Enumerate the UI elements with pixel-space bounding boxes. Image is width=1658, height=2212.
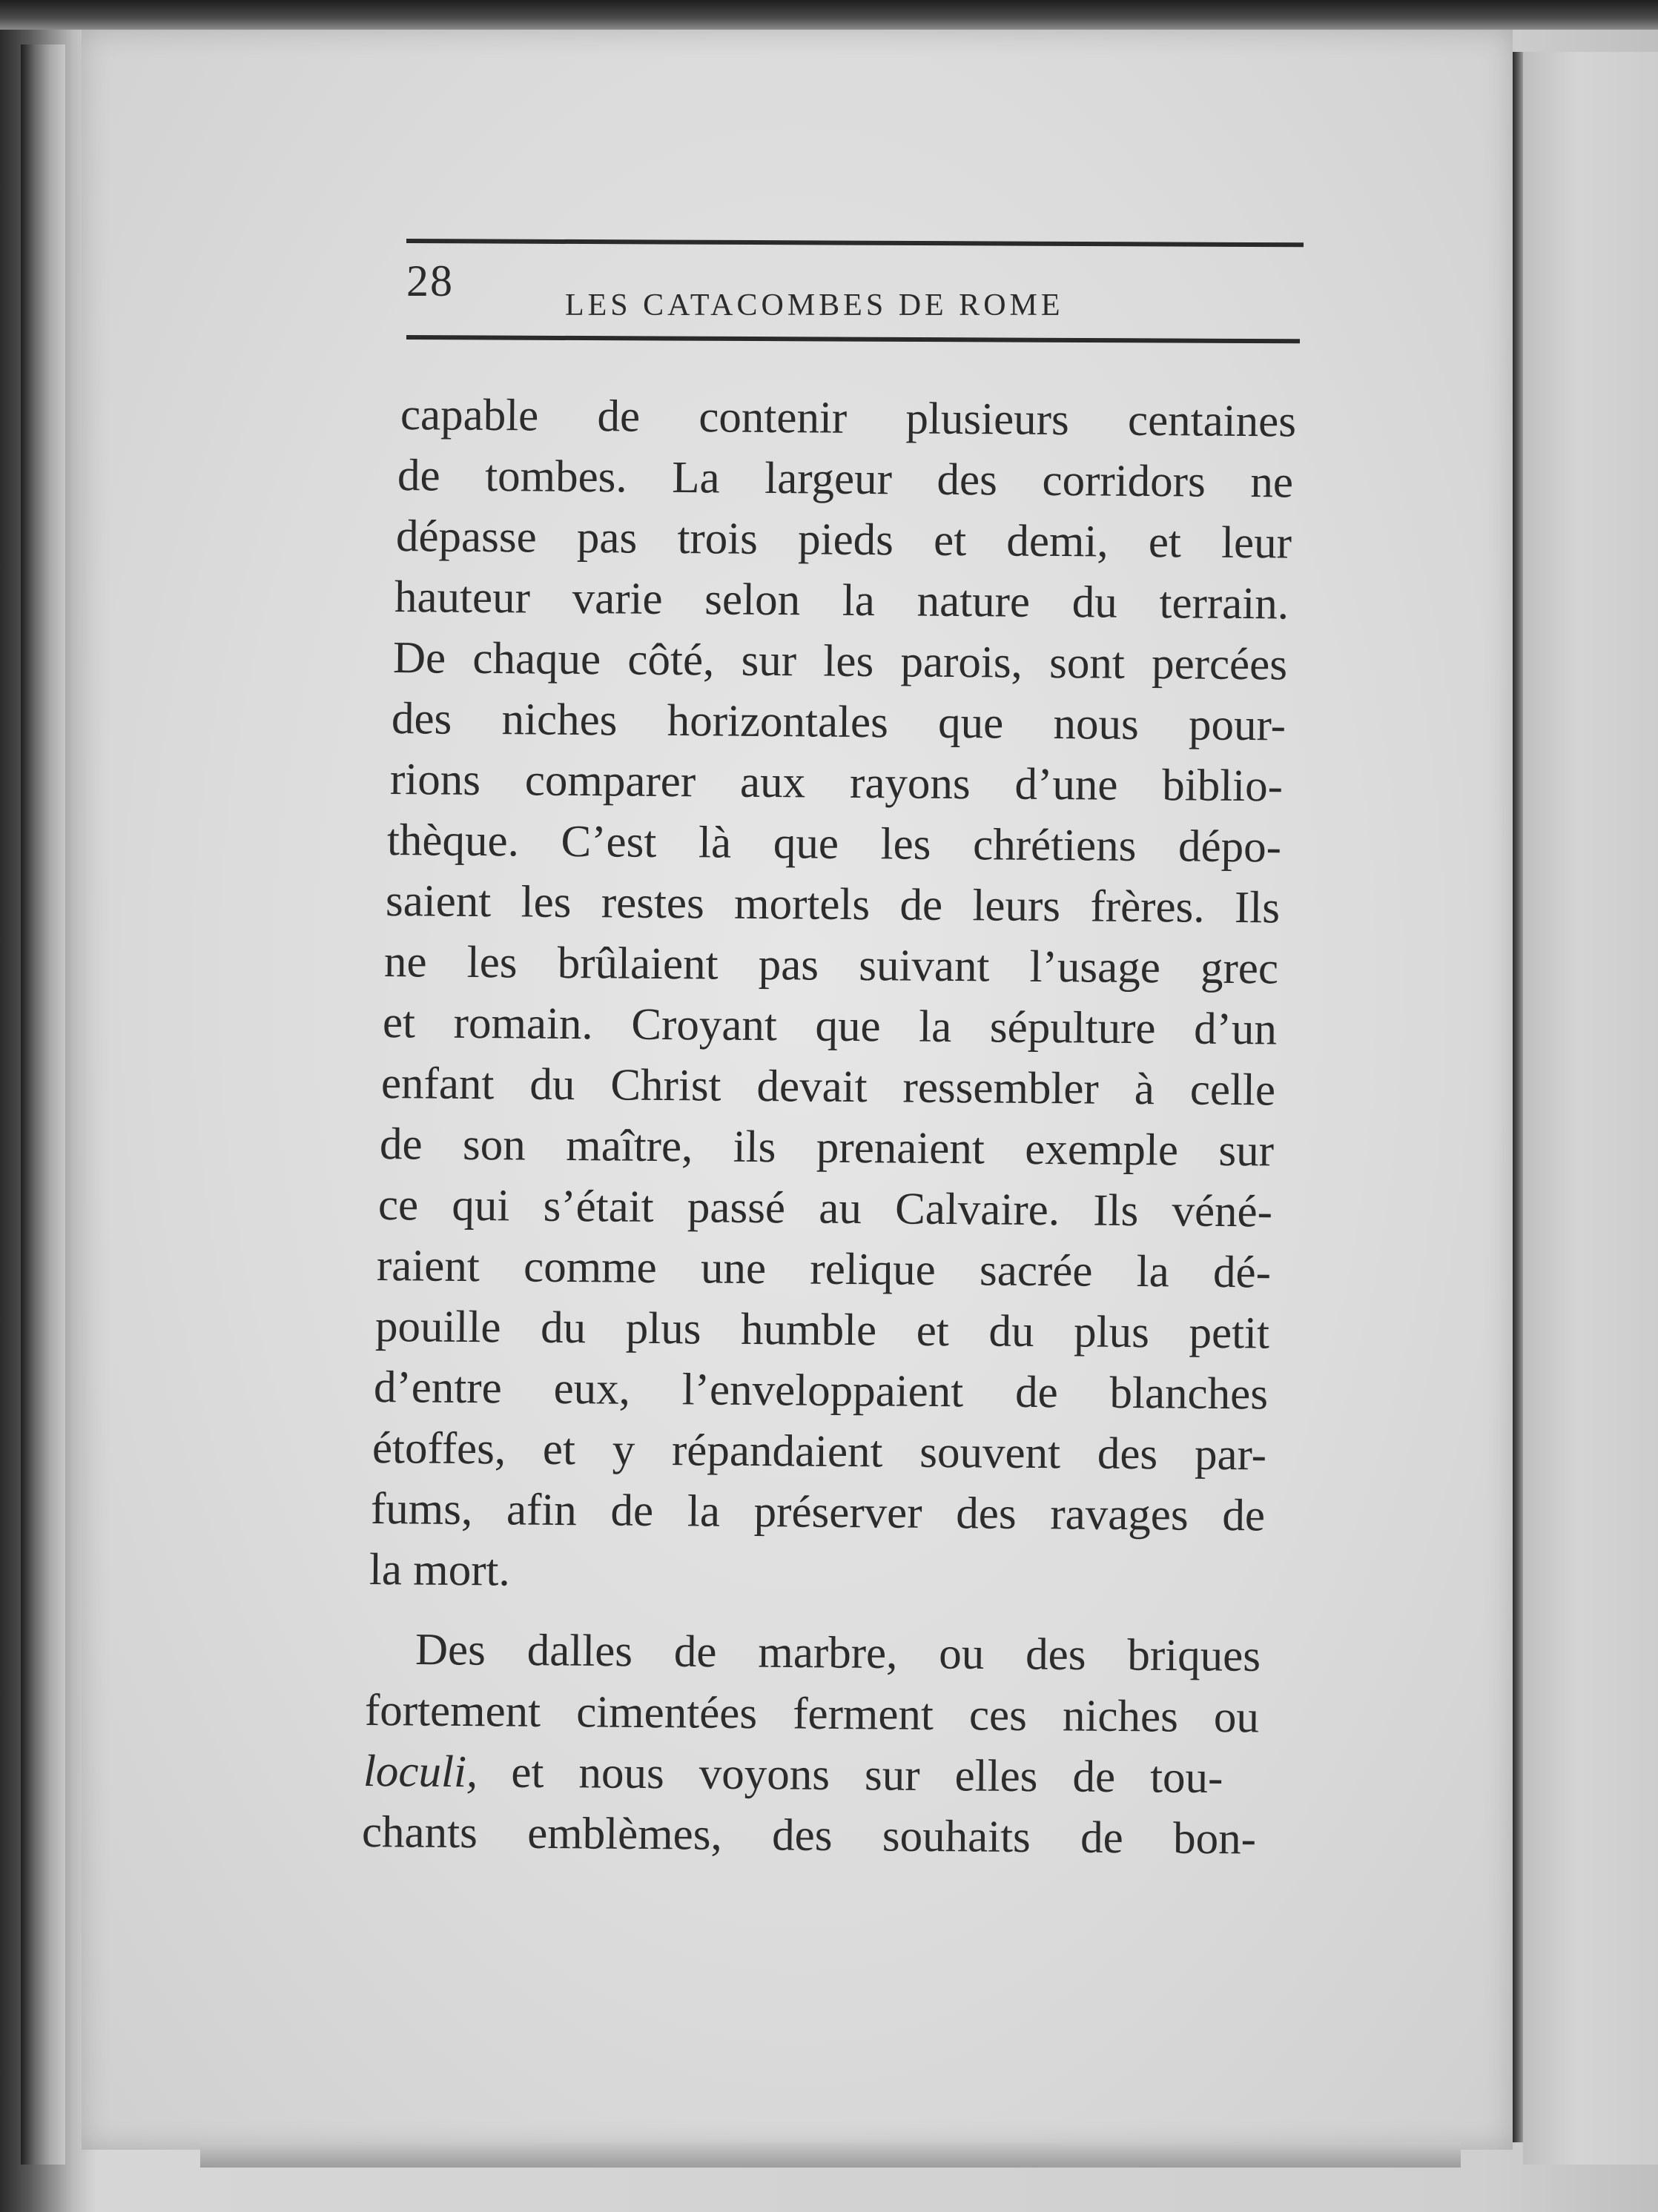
text-line: De chaque côté, sur les parois, sont percées [392, 633, 1288, 690]
text-line: fortement cimentées ferment ces niches ou [364, 1686, 1260, 1743]
text-line: étoffes, et y répandaient souvent des par- [371, 1423, 1267, 1480]
text-line: chants emblèmes, des souhaits de bon- [361, 1807, 1257, 1864]
text-line [363, 1742, 1258, 1808]
text-line: de son maître, ils prenaient exemple sur [379, 1119, 1275, 1176]
italic-word: loculi, [363, 1746, 478, 1798]
text-line: raient comme une relique sacrée la dé- [376, 1241, 1272, 1298]
text-line: capable de contenir plusieurs centaines [400, 390, 1297, 447]
text-line-rest: et nous voyons sur elles de tou- [511, 1747, 1223, 1804]
page-number: 28 [406, 256, 454, 305]
text-line: de tombes. La largeur des corridors ne [397, 451, 1294, 508]
text-line: rions comparer aux rayons d’une biblio- [389, 755, 1284, 812]
text-line: thèque. C’est là que les chrétiens dépo- [386, 815, 1282, 872]
text-line: la mort. [369, 1545, 510, 1596]
text-line: des niches horizontales que nous pour- [391, 694, 1287, 751]
text-line: hauteur varie selon la nature du terrain. [394, 572, 1289, 629]
text-line: ce qui s’était passé au Calvaire. Ils véné- [377, 1180, 1273, 1237]
text-line: et romain. Croyant que la sépulture d’un [382, 998, 1278, 1055]
running-title: LES CATACOMBES DE ROME [565, 288, 1064, 322]
text-line: fums, afin de la préserver des ravages de [370, 1484, 1266, 1541]
text-line: Des dalles de marbre, ou des briques [414, 1625, 1261, 1681]
text-line: dépasse pas trois pieds et demi, et leur [395, 511, 1292, 569]
text-line: enfant du Christ devait ressembler à celle [380, 1059, 1276, 1116]
text-line: ne les brûlaient pas suivant l’usage grec [383, 937, 1279, 994]
text-line: pouille du plus humble et du plus petit [374, 1302, 1270, 1359]
text-line: saient les restes mortels de leurs frères. Ils [385, 876, 1281, 933]
text-line: d’entre eux, l’enveloppaient de blanches [373, 1362, 1269, 1420]
